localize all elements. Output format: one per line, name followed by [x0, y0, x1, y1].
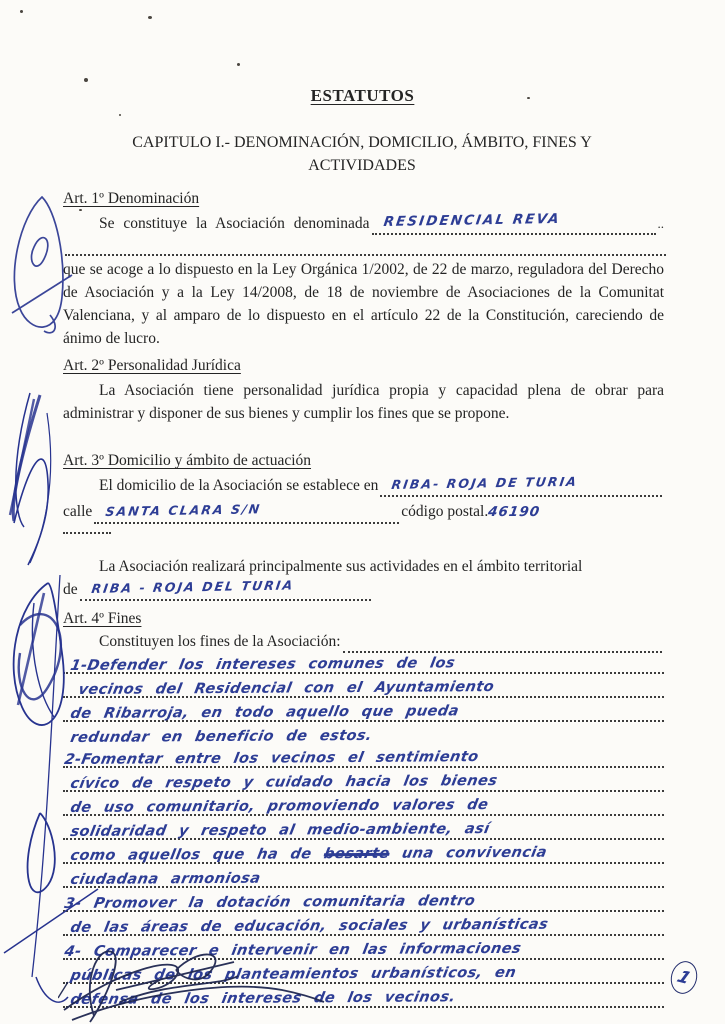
fines-line [63, 674, 664, 698]
document-title-text: ESTATUTOS [310, 86, 415, 105]
fines-line [63, 792, 664, 816]
article-1-body: que se acoge a lo dispuesto en la Ley Orgánica 1/2002, de 22 de marzo, reguladora del Derecho de Asociación y a la Ley 14/2008, de 18 de noviembre de Asociaciones de la Comunitat Valenciana, y al amparo de lo dispuesto en el artículo 22 de la Constitución, careciendo de ánimo de lucro. [63, 261, 664, 347]
line9-post: una convivencia [400, 844, 549, 862]
fines-line-text: públicas de los planteamientos urbanísticos, en [69, 964, 518, 984]
postal-label: código postal. [401, 503, 489, 520]
fines-line-text: de Ribarroja, en todo aquello que pueda [69, 703, 461, 722]
chapter-heading-line2: ACTIVIDADES [308, 157, 416, 174]
article-4-heading: Art. 4º Fines [63, 610, 142, 627]
chapter-heading [62, 131, 662, 177]
scan-speck [84, 78, 88, 82]
fines-line-text: ciudadana armoniosa [69, 870, 262, 888]
document-title [0, 86, 725, 106]
line9-pre: como aquellos que ha de [69, 846, 314, 864]
scope-handwritten: RIBA - ROJA DEL TURIA [90, 577, 296, 597]
fines-line-text: 2-Fomentar entre los vecinos el sentimiento [63, 749, 481, 768]
fines-line [63, 936, 664, 960]
fines-line [63, 698, 664, 722]
fines-line-text: redundar en beneficio de estos. [69, 727, 374, 746]
fines-line [63, 912, 664, 936]
fines-line [63, 984, 664, 1008]
article-3-scope [63, 555, 664, 601]
article-3-heading: Art. 3º Domicilio y ámbito de actuación [63, 452, 312, 469]
dotted-leader [372, 210, 656, 235]
rubric-scribble-2 [10, 393, 51, 565]
article-1-intro-line [63, 212, 664, 235]
fines-handwritten-block [63, 650, 664, 1008]
article-3-domicile-line [63, 474, 664, 524]
fines-line-text: vecinos del Residencial con el Ayuntamiento [77, 679, 496, 698]
chapter-heading-line1: CAPITULO I.- DENOMINACIÓN, DOMICILIO, ÁMBITO, FINES Y [132, 134, 592, 151]
fines-line-text: 4- Comparecer e intervenir en las informaciones [63, 940, 523, 960]
fines-line [63, 650, 664, 674]
scan-speck [148, 16, 152, 19]
domicile-label: El domicilio de la Asociación se establece en [99, 477, 379, 494]
fines-line-text: de uso comunitario, promoviendo valores de [69, 797, 490, 816]
street-label: calle [63, 503, 93, 520]
fines-line-text [69, 845, 548, 864]
fines-line-text: defensa de los intereses de los vecinos. [69, 989, 457, 1008]
dotted-leader [94, 501, 399, 524]
fines-line [63, 960, 664, 984]
domicile-handwritten: RIBA- ROJA DE TURIA [390, 473, 580, 493]
fines-line [63, 888, 664, 912]
line9-struck-word: besarte [322, 845, 391, 863]
page-number-circled [667, 958, 700, 996]
article-2-body: La Asociación tiene personalidad jurídica propia y capacidad plena de obrar para administrar y disponer de sus bienes y cumplir los fines que se propone. [63, 382, 664, 422]
fines-line-text: 1-Defender los intereses comunes de los [69, 655, 457, 674]
scan-speck [237, 63, 240, 66]
fines-line [63, 744, 664, 768]
dotted-leader [380, 473, 662, 497]
page-number-text: 1 [673, 966, 695, 989]
article-4-intro-text: Constituyen los fines de la Asociación: [99, 633, 341, 650]
scope-prefix: de [63, 581, 78, 598]
scope-line1: La Asociación realizará principalmente sus actividades en el ámbito territorial [99, 558, 583, 575]
scan-speck [20, 10, 23, 13]
article-2-heading: Art. 2º Personalidad Jurídica [63, 357, 241, 374]
dotted-leader [80, 577, 371, 601]
fines-line [63, 768, 664, 792]
fines-line [63, 864, 664, 888]
scan-speck [119, 114, 121, 116]
fines-line-text: solidaridad y respeto al medio-ambiente, así [69, 821, 492, 840]
trailing-dots: .. [657, 216, 664, 231]
article-1-heading: Art. 1º Denominación [63, 190, 200, 207]
association-name-handwritten: RESIDENCIAL REVA [382, 210, 562, 231]
fines-line [63, 816, 664, 840]
fines-line-text: cívico de respeto y cuidado hacia los bienes [69, 773, 499, 792]
scan-speck [79, 209, 82, 211]
street-handwritten: SANTA CLARA S/N [104, 501, 263, 520]
fines-line [63, 722, 664, 744]
fines-line-text: 3- Promover la dotación comunitaria dentro [63, 893, 477, 912]
fines-line-text: de las áreas de educación, sociales y urbanísticas [69, 916, 550, 936]
fines-line-with-strikethrough [63, 840, 664, 864]
dotted-rule [65, 250, 666, 256]
short-dotted-rule [63, 530, 111, 534]
postal-handwritten: 46190 [487, 504, 542, 520]
article-1-intro-text: Se constituye la Asociación denominada [99, 215, 370, 232]
